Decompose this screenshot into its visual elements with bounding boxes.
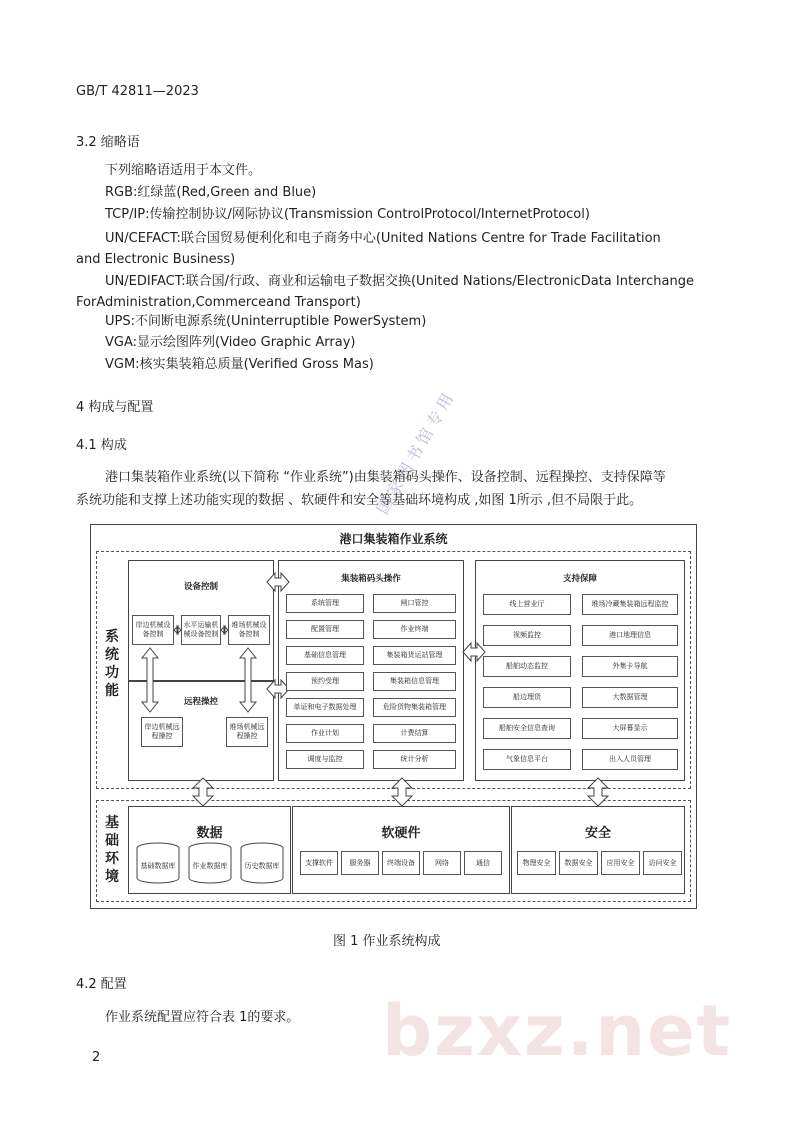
section-4-1-para-line2: 系统功能和支撑上述功能实现的数据 、软硬件和安全等基础环境构成 ,如图 1所示 ,但不局限于此。: [76, 493, 643, 508]
terminal-item: 集装箱货运站管理: [373, 646, 456, 665]
abbr-unedifact-cont: ForAdministration,Commerceand Transport): [76, 295, 361, 310]
abbr-unedifact: UN/EDIFACT:联合国/行政、商业和运输电子数据交换(United Nations/ElectronicData Interchange: [105, 274, 694, 289]
watermark: bzxz.net: [382, 990, 733, 1072]
terminal-item: 调度与监控: [286, 750, 364, 769]
support-item: 堆场冷藏集装箱远程监控: [582, 594, 678, 615]
terminal-item: 配置管理: [286, 620, 364, 639]
terminal-operation-title: 集装箱码头操作: [341, 574, 401, 584]
terminal-item: 单证和电子数据处理: [286, 698, 364, 717]
software-hardware-item: 网络: [423, 851, 461, 875]
software-hardware-title: 软硬件: [381, 826, 421, 841]
support-item: 船舶动态监控: [483, 656, 571, 677]
software-hardware-item: 终端设备: [382, 851, 420, 875]
remote-item-yard: 堆场机械远程操控: [226, 717, 268, 747]
terminal-item: 作业终端: [373, 620, 456, 639]
db-operation: 作业数据库: [192, 861, 228, 870]
terminal-item: 集装箱信息管理: [373, 672, 456, 691]
security-item: 应用安全: [601, 851, 640, 875]
support-item: 大数据管理: [582, 687, 678, 708]
data-title: 数据: [196, 826, 223, 841]
support-item: 视频监控: [483, 625, 571, 646]
abbr-tcpip: TCP/IP:传输控制协议/网际协议(Transmission ControlProtocol/InternetProtocol): [105, 207, 590, 222]
terminal-item: 基础信息管理: [286, 646, 364, 665]
figure-title: 港口集装箱作业系统: [339, 532, 448, 546]
system-composition-figure: [90, 524, 697, 909]
security-item: 数据安全: [559, 851, 598, 875]
abbr-ups: UPS:不间断电源系统(Uninterruptible PowerSystem): [105, 314, 427, 329]
terminal-item: 危险货物集装箱管理: [373, 698, 456, 717]
page-number: 2: [92, 1050, 101, 1065]
support-item: 港口地理信息: [582, 625, 678, 646]
support-item: 船舶安全信息查询: [483, 718, 571, 739]
remote-operation-title: 远程操控: [183, 697, 218, 707]
abbr-rgb: RGB:红绿蓝(Red,Green and Blue): [105, 185, 317, 200]
section-4-1-heading: 4.1 构成: [76, 438, 127, 453]
double-arrow-icon: [267, 573, 289, 591]
double-arrow-icon: [240, 648, 256, 712]
terminal-item: 预约受理: [286, 672, 364, 691]
db-history: 历史数据库: [244, 861, 280, 870]
remote-item-quay: 岸边机械远程操控: [141, 717, 183, 747]
equipment-control-title: 设备控制: [183, 582, 218, 592]
abbr-uncefact-cont: and Electronic Business): [76, 252, 236, 267]
support-item: 船边理货: [483, 687, 571, 708]
security-item: 物理安全: [517, 851, 556, 875]
terminal-item: 作业计划: [286, 724, 364, 743]
system-function-label: 系 统 功 能: [105, 629, 119, 699]
abbr-uncefact: UN/CEFACT:联合国贸易便利化和电子商务中心(United Nations Centre for Trade Facilitation: [105, 231, 661, 246]
security-item: 访问安全: [643, 851, 682, 875]
figure-caption: 图 1 作业系统构成: [333, 934, 441, 949]
double-arrow-icon: [392, 778, 412, 806]
section-4-2-heading: 4.2 配置: [76, 977, 127, 992]
section-4-heading: 4 构成与配置: [76, 400, 154, 415]
terminal-item: 计费结算: [373, 724, 456, 743]
double-arrow-icon: [193, 778, 213, 806]
terminal-item: 系统管理: [286, 594, 364, 613]
support-item: 线上营业厅: [483, 594, 571, 615]
standard-number: GB/T 42811—2023: [76, 84, 199, 99]
section-4-2-para: 作业系统配置应符合表 1的要求。: [105, 1010, 300, 1025]
security-title: 安全: [584, 826, 611, 841]
software-hardware-item: 服务器: [341, 851, 379, 875]
section-3-2-intro: 下列缩略语适用于本文件。: [105, 163, 262, 178]
support-item: 大屏幕显示: [582, 718, 678, 739]
eq-item-quay: 岸边机械设备控制: [132, 615, 174, 645]
double-arrow-icon: [221, 626, 228, 634]
db-basic: 基础数据库: [140, 861, 176, 870]
double-arrow-icon: [588, 778, 608, 806]
support-item: 出入人员管理: [582, 749, 678, 770]
software-hardware-item: 通信: [464, 851, 502, 875]
library-stamp: 国家图书馆专用: [372, 386, 460, 518]
terminal-item: 统计分析: [373, 750, 456, 769]
software-hardware-item: 支撑软件: [300, 851, 338, 875]
abbr-vgm: VGM:核实集装箱总质量(Verified Gross Mas): [105, 357, 374, 372]
abbr-vga: VGA:显示绘图阵列(Video Graphic Array): [105, 335, 356, 350]
double-arrow-icon: [463, 643, 485, 661]
foundation-label: 基 础 环 境: [105, 815, 119, 885]
eq-item-yard: 堆场机械设备控制: [228, 615, 270, 645]
support-item: 外集卡导航: [582, 656, 678, 677]
section-3-2-heading: 3.2 缩略语: [76, 135, 140, 150]
double-arrow-icon: [142, 648, 158, 712]
section-4-1-para-line1: 港口集装箱作业系统(以下简称 “作业系统”)由集装箱码头操作、设备控制、远程操控、支持保障等: [105, 470, 666, 485]
double-arrow-icon: [174, 626, 181, 634]
support-item: 气象信息平台: [483, 749, 571, 770]
eq-item-horizontal: 水平运输机械设备控制: [181, 615, 221, 645]
support-title: 支持保障: [562, 574, 597, 584]
terminal-item: 闸口管控: [373, 594, 456, 613]
